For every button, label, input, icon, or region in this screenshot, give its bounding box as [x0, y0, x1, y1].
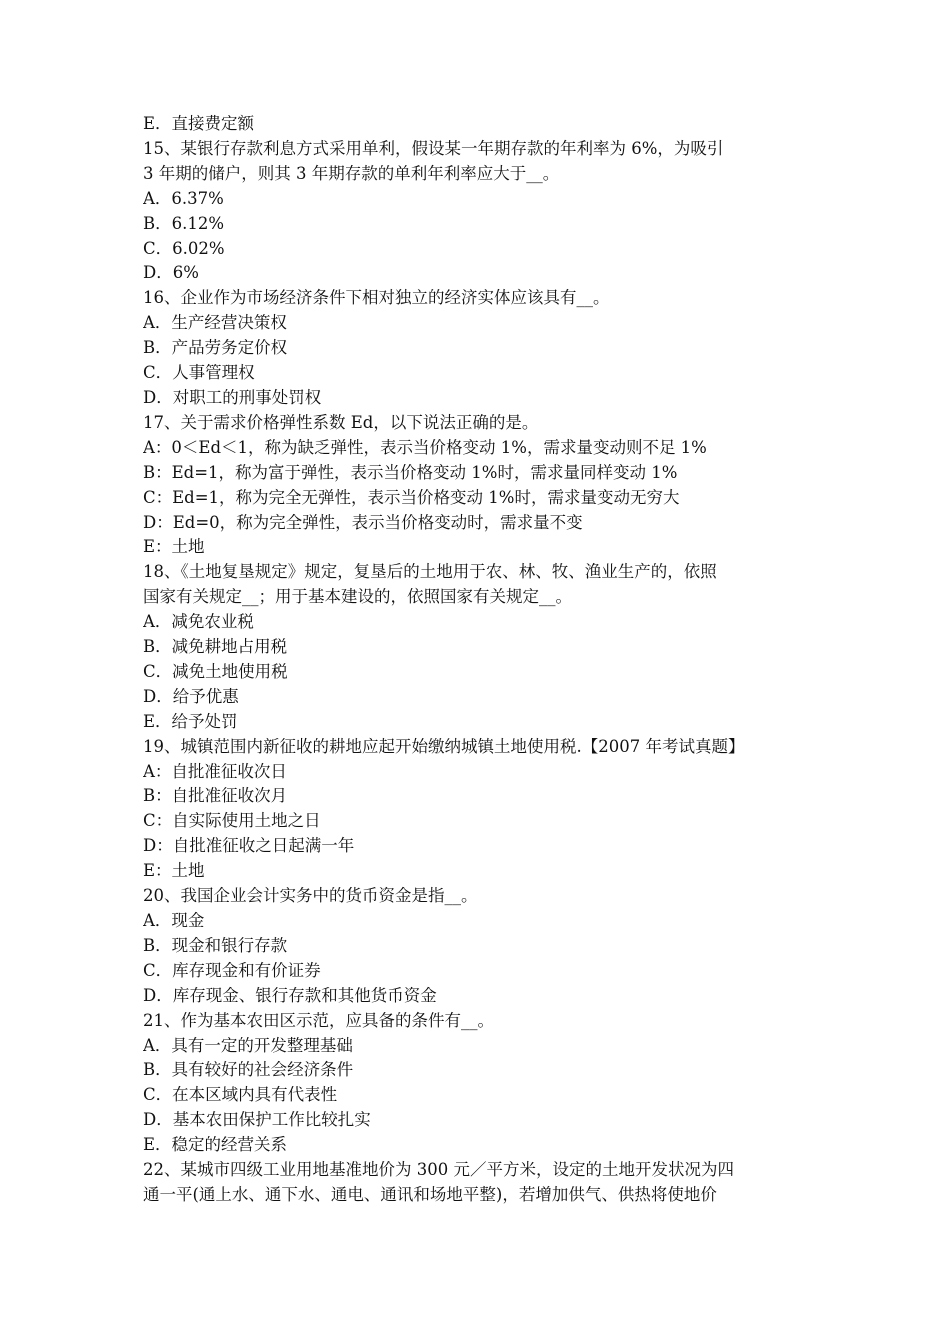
- text-line: D．给予优惠: [143, 686, 239, 706]
- text-line: C：Ed=1，称为完全无弹性，表示当价格变动 1%时，需求量变动无穷大: [143, 487, 680, 507]
- text-line: A．生产经营决策权: [143, 313, 287, 333]
- text-line: E：土地: [143, 861, 205, 881]
- text-line: C．减免土地使用税: [143, 661, 288, 681]
- text-line: B：自批准征收次月: [143, 786, 288, 806]
- text-line: C．在本区域内具有代表性: [143, 1085, 338, 1105]
- text-line: D：Ed=0，称为完全弹性，表示当价格变动时，需求量不变: [143, 512, 583, 532]
- text-line: 3 年期的储户，则其 3 年期存款的单利年利率应大于__。: [143, 163, 560, 183]
- text-line: 18、《土地复垦规定》规定，复垦后的土地用于农、林、牧、渔业生产的，依照: [143, 562, 717, 582]
- text-line: 20、我国企业会计实务中的货币资金是指__。: [143, 886, 478, 906]
- text-line: D．库存现金、银行存款和其他货币资金: [143, 985, 437, 1005]
- text-line: E．直接费定额: [143, 114, 255, 133]
- text-line: E：土地: [143, 537, 205, 557]
- text-line: D．对职工的刑事处罚权: [143, 387, 322, 407]
- text-line: E．稳定的经营关系: [143, 1135, 288, 1155]
- text-line: 15、某银行存款利息方式采用单利，假设某一年期存款的年利率为 6%，为吸引: [143, 138, 724, 158]
- text-line: C．6.02%: [143, 238, 225, 258]
- text-line: E．给予处罚: [143, 711, 238, 731]
- text-line: B．减免耕地占用税: [143, 637, 288, 657]
- text-line: A：0＜Ed＜1，称为缺乏弹性，表示当价格变动 1%，需求量变动则不足 1%: [143, 437, 707, 457]
- text-line: 17、关于需求价格弹性系数 Ed，以下说法正确的是。: [143, 412, 539, 432]
- text-line: B：Ed=1，称为富于弹性，表示当价格变动 1%时，需求量同样变动 1%: [143, 462, 678, 482]
- document-page: [143, 112, 813, 1208]
- text-line: D：自批准征收之日起满一年: [143, 836, 355, 856]
- text-line: C．人事管理权: [143, 363, 255, 383]
- text-line: 16、企业作为市场经济条件下相对独立的经济实体应该具有__。: [143, 288, 610, 308]
- text-line: C：自实际使用土地之日: [143, 811, 321, 831]
- text-line: A．6.37%: [143, 188, 224, 208]
- text-line: 通一平(通上水、通下水、通电、通讯和场地平整)，若增加供气、供热将使地价: [143, 1184, 717, 1204]
- text-line: B．6.12%: [143, 213, 225, 233]
- text-line: C．库存现金和有价证券: [143, 960, 321, 980]
- text-line: A．具有一定的开发整理基础: [143, 1035, 353, 1055]
- text-line: D．6%: [143, 263, 199, 283]
- text-line: B．现金和银行存款: [143, 935, 288, 955]
- text-line: 21、作为基本农田区示范，应具备的条件有__。: [143, 1010, 494, 1030]
- text-line: A．减免农业税: [143, 612, 254, 632]
- text-line: B．具有较好的社会经济条件: [143, 1060, 354, 1080]
- text-line: 22、某城市四级工业用地基准地价为 300 元／平方米，设定的土地开发状况为四: [143, 1160, 734, 1180]
- text-line: A：自批准征收次日: [143, 761, 287, 781]
- text-line: A．现金: [143, 911, 205, 930]
- text-line: B．产品劳务定价权: [143, 338, 288, 358]
- text-line: 国家有关规定__；用于基本建设的，依照国家有关规定__。: [143, 587, 572, 607]
- text-line: 19、城镇范围内新征收的耕地应起开始缴纳城镇土地使用税.【2007 年考试真题】: [143, 736, 745, 756]
- text-line: D．基本农田保护工作比较扎实: [143, 1110, 371, 1130]
